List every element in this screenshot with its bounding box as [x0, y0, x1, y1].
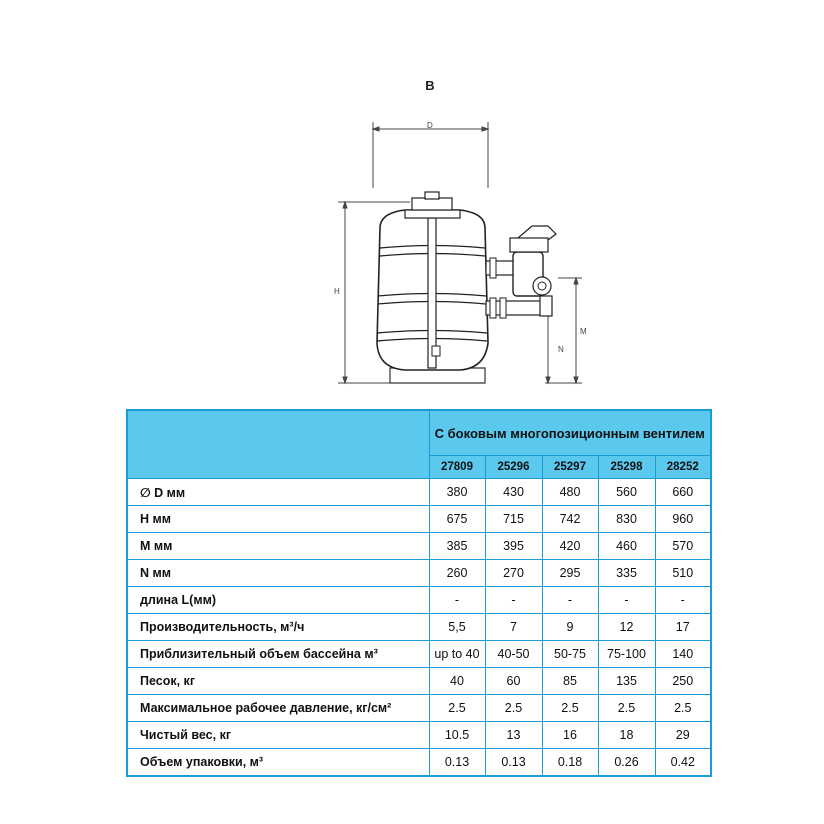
row-label: ∅ D мм [127, 479, 429, 506]
cell-value: 75-100 [598, 641, 655, 668]
cell-value: 140 [655, 641, 711, 668]
model-header: 25297 [542, 456, 598, 479]
row-label: Максимальное рабочее давление, кг/см² [127, 695, 429, 722]
cell-value: 960 [655, 506, 711, 533]
cell-value: 660 [655, 479, 711, 506]
cell-value: 18 [598, 722, 655, 749]
spec-table [126, 409, 712, 777]
dim-n-label: N [558, 345, 564, 354]
cell-value: 420 [542, 533, 598, 560]
cell-value: 60 [485, 668, 542, 695]
cell-value: 335 [598, 560, 655, 587]
cell-value: 560 [598, 479, 655, 506]
cell-value: 0.42 [655, 749, 711, 777]
cell-value: 2.5 [485, 695, 542, 722]
row-label: Производительность, м³/ч [127, 614, 429, 641]
table-row [127, 749, 711, 777]
cell-value: 0.26 [598, 749, 655, 777]
row-label: H мм [127, 506, 429, 533]
cell-value: 2.5 [542, 695, 598, 722]
cell-value: 2.5 [598, 695, 655, 722]
dim-d-label: D [427, 121, 433, 130]
cell-value: 16 [542, 722, 598, 749]
cell-value: 395 [485, 533, 542, 560]
cell-value: - [542, 587, 598, 614]
table-row [127, 506, 711, 533]
cell-value: 570 [655, 533, 711, 560]
sand-filter-drawing [320, 118, 600, 393]
cell-value: - [485, 587, 542, 614]
cell-value: 460 [598, 533, 655, 560]
cell-value: 675 [429, 506, 485, 533]
model-header: 28252 [655, 456, 711, 479]
row-label: длина L(мм) [127, 587, 429, 614]
cell-value: - [655, 587, 711, 614]
table-row [127, 695, 711, 722]
cell-value: 430 [485, 479, 542, 506]
cell-value: 13 [485, 722, 542, 749]
cell-value: 50-75 [542, 641, 598, 668]
table-row [127, 479, 711, 506]
cell-value: 510 [655, 560, 711, 587]
model-header: 25296 [485, 456, 542, 479]
model-header: 27809 [429, 456, 485, 479]
row-label: Объем упаковки, м³ [127, 749, 429, 777]
model-header: 25298 [598, 456, 655, 479]
cell-value: 40 [429, 668, 485, 695]
cell-value: 0.18 [542, 749, 598, 777]
cell-value: 250 [655, 668, 711, 695]
cell-value: 0.13 [485, 749, 542, 777]
cell-value: 380 [429, 479, 485, 506]
cell-value: - [429, 587, 485, 614]
cell-value: 12 [598, 614, 655, 641]
cell-value: 480 [542, 479, 598, 506]
table-row [127, 722, 711, 749]
cell-value: 17 [655, 614, 711, 641]
cell-value: 7 [485, 614, 542, 641]
table-row [127, 668, 711, 695]
cell-value: 2.5 [429, 695, 485, 722]
row-label: N мм [127, 560, 429, 587]
figure-label: B [425, 78, 435, 93]
row-label: M мм [127, 533, 429, 560]
row-label: Чистый вес, кг [127, 722, 429, 749]
table-row [127, 560, 711, 587]
cell-value: up to 40 [429, 641, 485, 668]
cell-value: 260 [429, 560, 485, 587]
cell-value: 29 [655, 722, 711, 749]
table-row [127, 587, 711, 614]
dim-m-label: M [580, 327, 587, 336]
table-row [127, 614, 711, 641]
table-row [127, 533, 711, 560]
cell-value: 0.13 [429, 749, 485, 777]
cell-value: 85 [542, 668, 598, 695]
cell-value: 135 [598, 668, 655, 695]
header-corner-cell [127, 410, 429, 479]
table-row [127, 641, 711, 668]
cell-value: 295 [542, 560, 598, 587]
row-label: Песок, кг [127, 668, 429, 695]
dim-h-label: H [334, 287, 340, 296]
cell-value: 9 [542, 614, 598, 641]
group-header: С боковым многопозиционным вентилем [429, 410, 711, 456]
cell-value: 742 [542, 506, 598, 533]
cell-value: 2.5 [655, 695, 711, 722]
row-label: Приблизительный объем бассейна м³ [127, 641, 429, 668]
cell-value: 10.5 [429, 722, 485, 749]
cell-value: 830 [598, 506, 655, 533]
cell-value: 385 [429, 533, 485, 560]
cell-value: 5,5 [429, 614, 485, 641]
cell-value: 715 [485, 506, 542, 533]
cell-value: - [598, 587, 655, 614]
cell-value: 270 [485, 560, 542, 587]
cell-value: 40-50 [485, 641, 542, 668]
